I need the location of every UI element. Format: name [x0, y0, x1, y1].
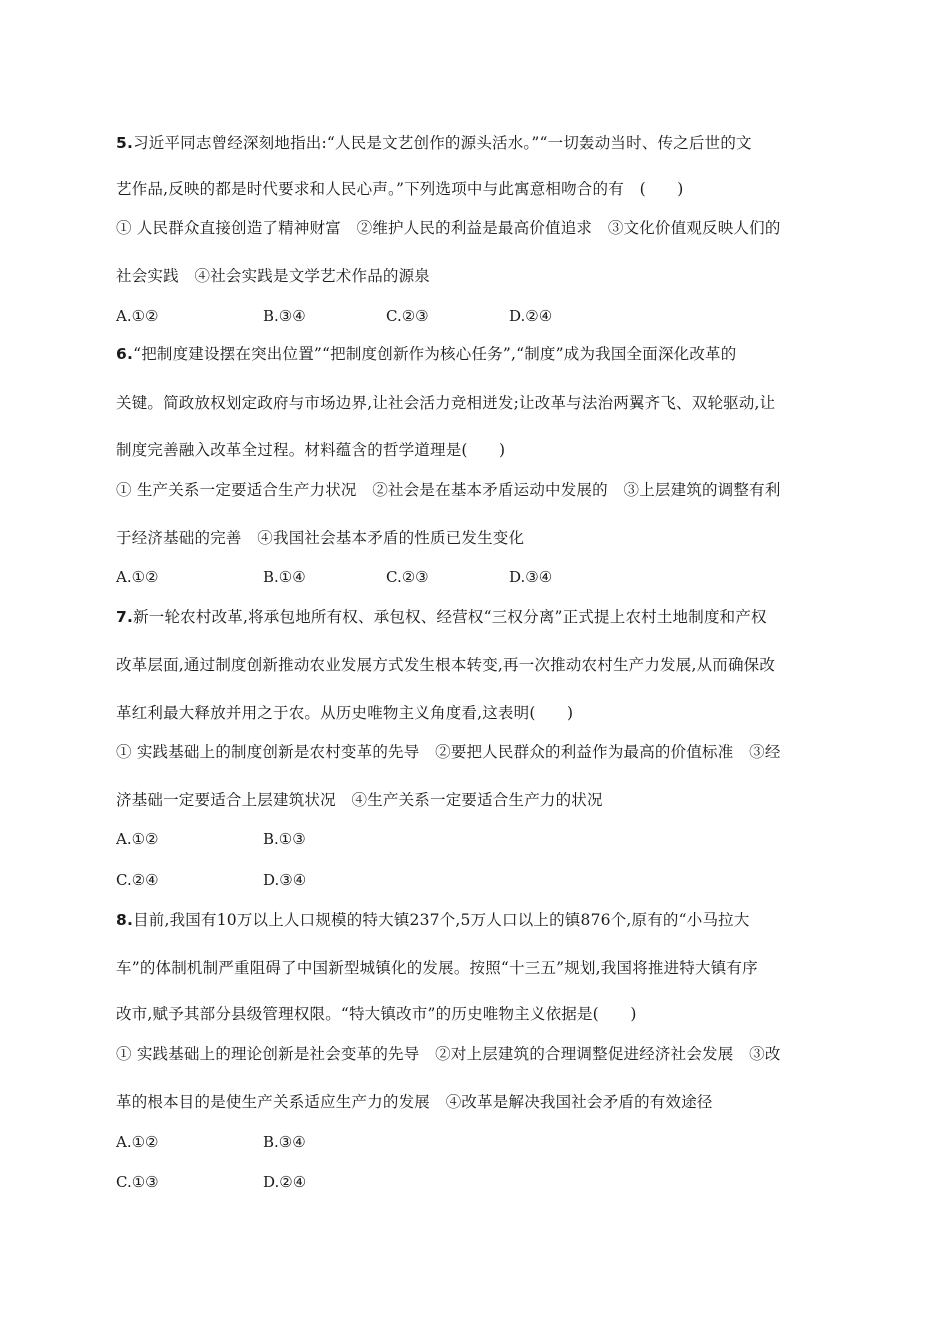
- question-5-stem-line-1: 5.习近平同志曾经深刻地指出:“人民是文艺创作的源头活水。”“一切轰动当时、传之后世的文: [116, 134, 752, 152]
- question-7-option-b[interactable]: B.①③: [263, 830, 306, 848]
- question-7-option-c[interactable]: C.②④: [116, 871, 159, 889]
- question-5-option-b[interactable]: B.③④: [263, 307, 306, 325]
- question-6-stem-line-2: 关键。简政放权划定政府与市场边界,让社会活力竞相迸发;让改革与法治两翼齐飞、双轮驱动,让: [116, 394, 776, 412]
- question-5-stem-line-2: 艺作品,反映的都是时代要求和人民心声。”下列选项中与此寓意相吻合的有 ( ): [116, 180, 684, 198]
- question-6-option-c[interactable]: C.②③: [386, 568, 429, 586]
- question-7-stem-line-2: 改革层面,通过制度创新推动农业发展方式发生根本转变,再一次推动农村生产力发展,从而确保改: [116, 656, 776, 674]
- question-6-number: 6.: [116, 345, 134, 363]
- question-8-number: 8.: [116, 911, 134, 929]
- question-7-option-d[interactable]: D.③④: [263, 871, 307, 889]
- question-5-option-a[interactable]: A.①②: [116, 307, 159, 325]
- question-7-statement-line-1: ① 实践基础上的制度创新是农村变革的先导 ②要把人民群众的利益作为最高的价值标准 ③经: [116, 743, 781, 761]
- question-7-number: 7.: [116, 608, 134, 626]
- question-8-stem-line-1: 8.目前,我国有10万以上人口规模的特大镇237个,5万人口以上的镇876个,原有的“小马拉大: [116, 911, 750, 929]
- question-6-stem-line-1: 6.“把制度建设摆在突出位置”“把制度创新作为核心任务”,“制度”成为我国全面深化改革的: [116, 345, 737, 363]
- question-8-option-c[interactable]: C.①③: [116, 1173, 159, 1191]
- question-6-stem-line-3: 制度完善融入改革全过程。材料蕴含的哲学道理是( ): [116, 441, 506, 459]
- question-8-stem-line-2: 车”的体制机制严重阻碍了中国新型城镇化的发展。按照“十三五”规划,我国将推进特大镇有序: [116, 959, 758, 977]
- question-8-option-d[interactable]: D.②④: [263, 1173, 307, 1191]
- question-8-statement-line-1: ① 实践基础上的理论创新是社会变革的先导 ②对上层建筑的合理调整促进经济社会发展 ③改: [116, 1045, 781, 1063]
- question-5-statement-line-1: ① 人民群众直接创造了精神财富 ②维护人民的利益是最高价值追求 ③文化价值观反映人们的: [116, 219, 781, 237]
- question-8-statement-line-2: 革的根本目的是使生产关系适应生产力的发展 ④改革是解决我国社会矛盾的有效途径: [116, 1093, 713, 1111]
- question-7-statement-line-2: 济基础一定要适合上层建筑状况 ④生产关系一定要适合生产力的状况: [116, 791, 603, 809]
- question-8-option-a[interactable]: A.①②: [116, 1133, 159, 1151]
- question-8-option-b[interactable]: B.③④: [263, 1133, 306, 1151]
- question-7-stem-line-3: 革红利最大释放并用之于农。从历史唯物主义角度看,这表明( ): [116, 704, 574, 722]
- question-5-option-d[interactable]: D.②④: [509, 307, 553, 325]
- question-8-stem-line-3: 改市,赋予其部分县级管理权限。“特大镇改市”的历史唯物主义依据是( ): [116, 1005, 637, 1023]
- question-6-statement-line-1: ① 生产关系一定要适合生产力状况 ②社会是在基本矛盾运动中发展的 ③上层建筑的调整有利: [116, 481, 781, 499]
- question-7-option-a[interactable]: A.①②: [116, 830, 159, 848]
- question-6-option-a[interactable]: A.①②: [116, 568, 159, 586]
- question-6-option-d[interactable]: D.③④: [509, 568, 553, 586]
- question-5-number: 5.: [116, 134, 134, 152]
- question-5-statement-line-2: 社会实践 ④社会实践是文学艺术作品的源泉: [116, 267, 431, 285]
- question-6-option-b[interactable]: B.①④: [263, 568, 306, 586]
- question-7-stem-line-1: 7.新一轮农村改革,将承包地所有权、承包权、经营权“三权分离”正式提上农村土地制度和产权: [116, 608, 767, 626]
- question-6-statement-line-2: 于经济基础的完善 ④我国社会基本矛盾的性质已发生变化: [116, 529, 525, 547]
- question-5-option-c[interactable]: C.②③: [386, 307, 429, 325]
